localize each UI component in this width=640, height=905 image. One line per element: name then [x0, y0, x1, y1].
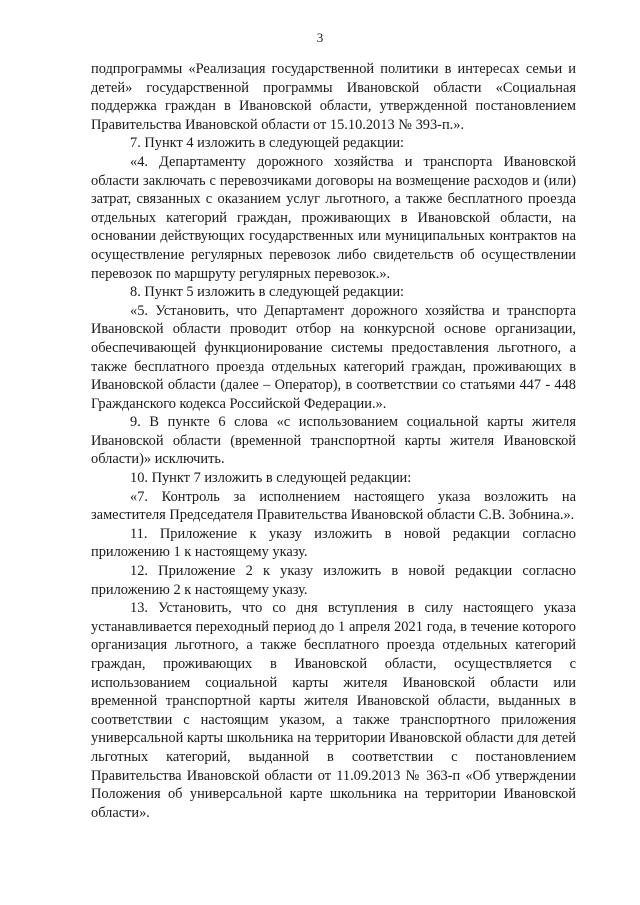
paragraph-quote-4: «4. Департаменту дорожного хозяйства и транспорта Ивановской области заключать с перевозчиками договоры на возмещение расходов и (или) затрат, связанных с оказанием услуг льготного, а также бесплатного проезда отдельных категорий граждан, проживающих в Ивановской области, на основании действующих государственных или муниципальных контрактов на осуществление регулярных перевозок либо свидетельств об осуществлении перевозок по маршруту регулярных перевозок.».	[91, 153, 576, 282]
paragraph-quote-5: «5. Установить, что Департамент дорожного хозяйства и транспорта Ивановской области проводит отбор на конкурсной основе организации, обеспечивающей функционирование системы предоставления льготного, а также бесплатного проезда отдельных категорий граждан, проживающих в Ивановской области (далее – Оператор), в соответствии со статьями 447 - 448 Гражданского кодекса Российской Федерации.».	[91, 302, 576, 412]
page-number: 3	[316, 30, 324, 45]
paragraph-quote-7: «7. Контроль за исполнением настоящего указа возложить на заместителя Председателя Правительства Ивановской области С.В. Зобнина.».	[91, 488, 576, 524]
paragraph-item-10: 10. Пункт 7 изложить в следующей редакции:	[130, 470, 412, 487]
paragraph-item-12: 12. Приложение 2 к указу изложить в новой редакции согласно приложению 2 к настоящему указу.	[91, 563, 576, 598]
paragraph-item-11: 11. Приложение к указу изложить в новой редакции согласно приложению 1 к настоящему указу.	[91, 525, 576, 561]
paragraph-continuation: подпрограммы «Реализация государственной политики в интересах семьи и детей» государственной программы Ивановской области «Социальная поддержка граждан в Ивановской области, утвержденной постановлением Правительства Ивановской области от 15.10.2013 № 393-п.».	[91, 61, 576, 133]
document-body	[91, 60, 576, 822]
paragraph-item-9: 9. В пункте 6 слова «с использованием социальной карты жителя Ивановской области (временной транспортной карты жителя Ивановской области)» исключить.	[91, 414, 576, 468]
paragraph-item-13: 13. Установить, что со дня вступления в силу настоящего указа устанавливается переходный период до 1 апреля 2021 года, в течение которого организация льготного, а также бесплатного проезда отдельных категорий граждан, проживающих в Ивановской области, осуществляется с использованием социальной карты жителя Ивановской области или временной транспортной карты жителя Ивановской области, выданных в соответствии с настоящим указом, а также транспортного приложения универсальной карты школьника на территории Ивановской области для детей льготных категорий, выданной в соответствии с постановлением Правительства Ивановской области от 11.09.2013 № 363-п «Об утверждении Положения об универсальной карте школьника на территории Ивановской области».	[91, 600, 576, 821]
paragraph-item-7: 7. Пункт 4 изложить в следующей редакции:	[130, 135, 405, 152]
paragraph-item-8: 8. Пункт 5 изложить в следующей редакции:	[130, 284, 405, 301]
